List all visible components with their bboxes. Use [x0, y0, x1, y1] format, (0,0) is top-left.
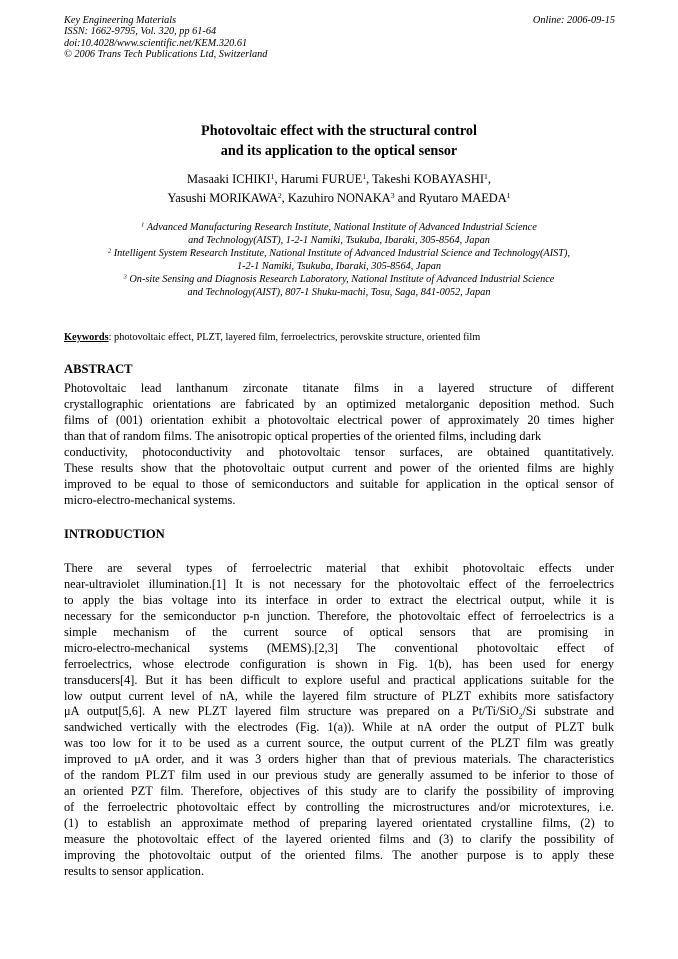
abstract-line: These results show that the photovoltaic output current and power of the oriented films are highly — [64, 460, 614, 475]
intro-line: measure the photovoltaic effect of the layered oriented films and (3) to clarify the possibility of — [64, 831, 614, 846]
affiliation-text: Intelligent System Research Institute, National Institute of Advanced Industrial Science and Technology(AIST), — [113, 248, 571, 260]
author-name: Kazuhiro NONAKA — [287, 190, 391, 205]
journal-header — [64, 15, 267, 61]
intro-line-tail: /Si substrate and — [522, 704, 614, 719]
affiliation-2-line-1 — [0, 247, 678, 260]
abstract-line: than that of random films. The anisotropic optical properties of the oriented films, including dark — [64, 428, 542, 443]
intro-line: was too low for it to be used as a current source, the output current of the PLZT film was greatly — [64, 736, 614, 751]
intro-line: ferroelectrics, whose electrode configuration is shown in Fig. 1(b), has been used for energy — [64, 656, 614, 671]
affiliation-3-line-2: and Technology(AIST), 807-1 Shuku-machi, Tosu, Saga, 841-0052, Japan — [187, 287, 491, 299]
affiliation-number: 1 — [141, 221, 145, 229]
abstract-line: micro-electro-mechanical systems. — [64, 492, 236, 507]
intro-line: of the ferroelectric photovoltaic effect by controlling the microstructures and/or microtextures, i.e. — [64, 800, 614, 815]
doi-line: doi:10.4028/www.scientific.net/KEM.320.61 — [64, 37, 248, 49]
issn-line: ISSN: 1662-9795, Vol. 320, pp 61-64 — [64, 26, 217, 38]
author-affiliation-mark: 1 — [270, 171, 275, 181]
affiliation-1-line-2: and Technology(AIST), 1-2-1 Namiki, Tsukuba, Ibaraki, 305-8564, Japan — [188, 235, 490, 247]
abstract-line: Photovoltaic lead lanthanum zirconate titanate films in a layered structure of different — [64, 381, 614, 395]
abstract-heading: ABSTRACT — [64, 362, 133, 376]
author-name: Masaaki ICHIKI — [187, 172, 271, 186]
intro-line — [64, 704, 614, 720]
author-affiliation-mark: 1 — [484, 171, 488, 181]
intro-line: There are several types of ferroelectric material that exhibit photovoltaic effects under — [64, 561, 614, 575]
abstract-line: films of (001) orientation exhibit a photovoltaic electrical power of approximately 20 times higher — [64, 412, 614, 427]
subscript: 2 — [518, 711, 523, 721]
intro-line: to apply the bias voltage into its interface in order to extract the electrical output, while it is — [64, 592, 614, 607]
author-line-2: Yasushi MORIKAWA$^2$, Kazuhiro NONAKA$^3$ and Ryutaro MAEDA$^1$ — [167, 190, 511, 205]
intro-line: results to sensor application. — [64, 863, 205, 878]
copyright-line: © 2006 Trans Tech Publications Ltd, Switzerland — [64, 49, 268, 61]
intro-line: near-ultraviolet illumination.[1] It is not necessary for the photovoltaic effect of the ferroelectrics — [64, 576, 614, 591]
online-date: Online: 2006-09-15 — [532, 15, 615, 26]
intro-line: simple mechanism of the current source of optical sensors that are promising in — [64, 624, 614, 639]
affiliation-number: 3 — [123, 273, 127, 281]
introduction-heading: INTRODUCTION — [64, 527, 165, 541]
title-line-2: and its application to the optical sensor — [220, 143, 458, 159]
intro-line: (1) to establish an approximate method of preparing layered orientated crystalline films, (2) to — [64, 816, 614, 830]
keywords-label: Keywords — [64, 332, 109, 343]
paper-title — [0, 121, 678, 161]
title-line-1: Photovoltaic effect with the structural control — [201, 123, 477, 139]
intro-line: of the random PLZT film used in our previous study are generally assumed to be inferior to those of — [64, 768, 614, 783]
author-affiliation-mark: 1 — [362, 171, 367, 181]
abstract-body — [64, 381, 614, 509]
intro-line: improving the photovoltaic output of the oriented films. The another purpose is to apply these — [64, 847, 614, 862]
intro-line: an oriented PZT film. Therefore, objectives of this study are to clarify the possibility of improving — [64, 784, 614, 799]
abstract-line: improved to be equal to those of semiconductors and suitable for application in the optical sensor of — [64, 476, 614, 491]
abstract-line: conductivity, photoconductivity and photovoltaic tensor surfaces, are obtained quantitatively. — [64, 444, 614, 459]
intro-line: improved to μA order, and it was 3 orders higher than that of previous materials. The characteristics — [64, 752, 614, 767]
affiliation-number: 2 — [107, 247, 112, 255]
affiliation-text: On-site Sensing and Diagnosis Research Laboratory, National Institute of Advanced Industrial Science — [129, 274, 555, 286]
abstract-line: crystallographic orientations are fabricated by an optimized metalorganic deposition method. Such — [64, 396, 614, 411]
author-list — [0, 170, 678, 207]
affiliation-2-line-2: 1-2-1 Namiki, Tsukuba, Ibaraki, 305-8564, Japan — [236, 261, 442, 273]
affiliations — [0, 221, 678, 300]
affiliation-text: Advanced Manufacturing Research Institute, National Institute of Advanced Industrial Science — [146, 222, 537, 233]
author-affiliation-mark: 3 — [390, 190, 395, 200]
keywords-text: : photovoltaic effect, PLZT, layered film, ferroelectrics, perovskite structure, oriented film — [108, 332, 481, 343]
intro-line: low output current level of nA, while the layered film structure of PLZT exhibits more satisfactory — [64, 688, 614, 703]
intro-line: necessary for the semiconductor p-n junction. Therefore, the photovoltaic effect of ferroelectrics is a — [64, 608, 614, 623]
author-affiliation-mark: 1 — [506, 190, 511, 200]
intro-line: transducers[4]. But it has been difficult to explore useful and practical applications suitable for the — [64, 672, 614, 687]
keywords — [64, 332, 616, 343]
author-name: Takeshi KOBAYASHI — [372, 172, 485, 186]
author-name: Yasushi MORIKAWA — [167, 190, 278, 205]
author-and: and — [397, 190, 416, 205]
author-affiliation-mark: 2 — [277, 190, 282, 200]
affiliation-3-line-1 — [0, 273, 678, 286]
author-name: Ryutaro MAEDA — [418, 190, 507, 205]
affiliation-1-line-1 — [0, 221, 678, 234]
intro-line: sandwiched vertically with the electrodes (Fig. 1(a)). While at nA order the output of PLZT bulk — [64, 720, 614, 735]
intro-line: micro-electro-mechanical systems (MEMS).[2,3] The conventional photovoltaic effect of — [64, 640, 614, 655]
introduction-body — [64, 561, 614, 880]
author-line-1: Masaaki ICHIKI$^1$, Harumi FURUE$^1$, Takeshi KOBAYASHI$^1$, — [187, 171, 491, 186]
author-name: Harumi FURUE — [280, 172, 363, 186]
journal-name: Key Engineering Materials — [64, 15, 177, 26]
intro-line-head: μA output[5,6]. A new PLZT layered film structure was prepared on a Pt/Ti/SiO — [64, 704, 519, 719]
